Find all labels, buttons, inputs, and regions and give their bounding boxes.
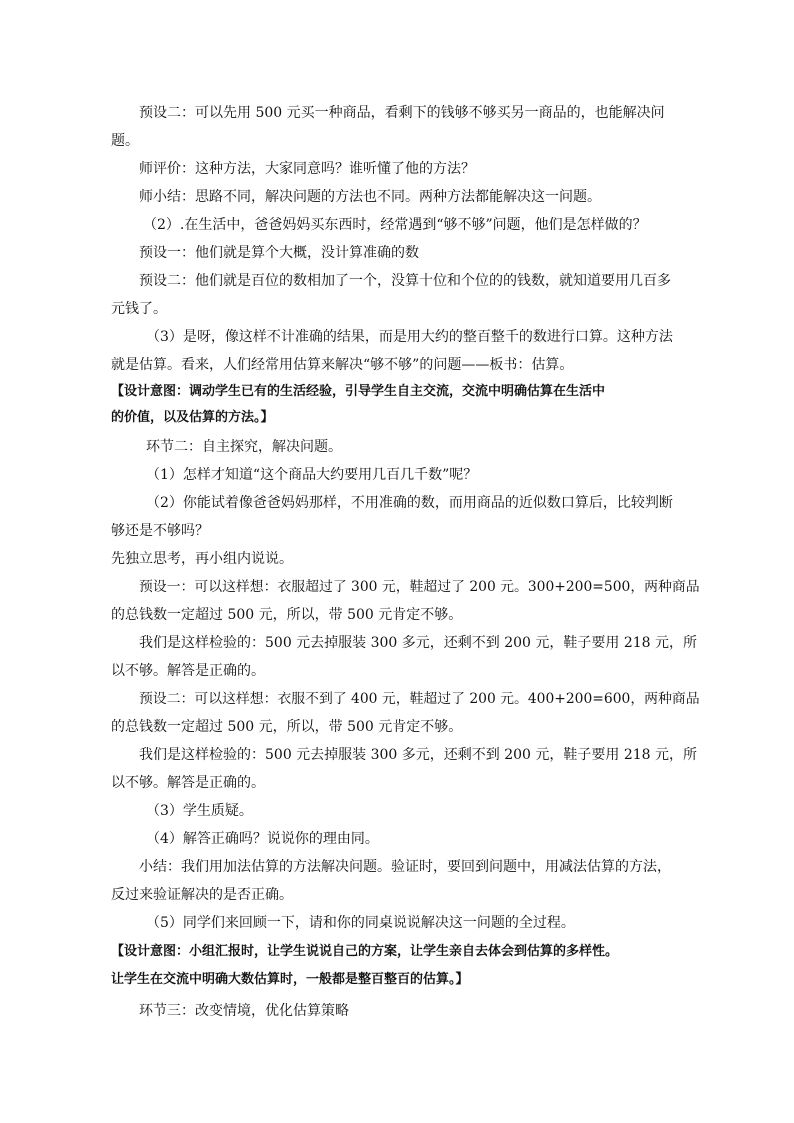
text-line: 够还是不够吗？ — [111, 523, 209, 539]
text-line: 师小结：思路不同，解决问题的方法也不同。两种方法都能解决这一问题。 — [139, 189, 601, 205]
text-line: 先独立思考，再小组内说说。 — [111, 551, 293, 567]
design-intent-note: 【设计意图：小组汇报时，让学生说说自己的方案，让学生亲自去体会到估算的多样性。 — [111, 944, 619, 959]
text-line: 题。 — [111, 133, 139, 149]
text-line: 就是估算。看来，人们经常用估算来解决“够不够”的问题——板书：估算。 — [111, 357, 574, 373]
design-intent-note: 的价值，以及估算的方法。】 — [111, 410, 274, 425]
text-line: （2）.在生活中，爸爸妈妈买东西时，经常遇到“够不够”问题，他们是怎样做的？ — [143, 217, 647, 233]
text-line: 以不够。解答是正确的。 — [111, 663, 265, 679]
text-line: 我们是这样检验的：500 元去掉服装 300 多元，还剩不到 200 元，鞋子要用 218 元，所 — [139, 635, 698, 651]
section-heading: 环节三：改变情境，优化估算策略 — [139, 1003, 349, 1019]
text-line: 小结：我们用加法估算的方法解决问题。验证时，要回到问题中，用减法估算的方法， — [139, 859, 671, 875]
text-line: （3）学生质疑。 — [146, 803, 253, 819]
text-line: 师评价：这种方法，大家同意吗？谁听懂了他的方法？ — [139, 161, 475, 177]
text-line: 预设二：可以这样想：衣服不到了 400 元，鞋超过了 200 元。400+200=600，两种商品 — [139, 691, 700, 707]
text-line: 我们是这样检验的：500 元去掉服装 300 多元，还剩不到 200 元，鞋子要用 218 元，所 — [139, 747, 698, 763]
design-intent-note: 【设计意图：调动学生已有的生活经验，引导学生自主交流，交流中明确估算在生活中 — [111, 384, 606, 399]
text-line: （1）怎样才知道“这个商品大约要用几百几千数”呢？ — [146, 467, 478, 483]
text-line: （4）解答正确吗？说说你的理由同。 — [146, 831, 379, 847]
text-line: （5）同学们来回顾一下，请和你的同桌说说解决这一问题的全过程。 — [146, 915, 575, 931]
section-heading: 环节二：自主探究，解决问题。 — [146, 439, 342, 455]
design-intent-note: 让学生在交流中明确大数估算时，一般都是整百整百的估算。】 — [111, 972, 469, 987]
text-line: （3）是呀，像这样不计准确的结果，而是用大约的整百整千的数进行口算。这种方法 — [146, 329, 673, 345]
text-line: 元钱了。 — [111, 301, 167, 317]
text-line: 反过来验证解决的是否正确。 — [111, 887, 293, 903]
text-line: 预设一：他们就是算个大概，没计算准确的数 — [139, 245, 419, 261]
text-line: 的总钱数一定超过 500 元，所以，带 500 元肯定不够。 — [111, 607, 463, 623]
text-line: 预设一：可以这样想：衣服超过了 300 元，鞋超过了 200 元。300+200=500，两种商品 — [139, 579, 700, 595]
text-line: 预设二：他们就是百位的数相加了一个，没算十位和个位的的钱数，就知道要用几百多 — [139, 273, 671, 289]
text-line: 的总钱数一定超过 500 元，所以，带 500 元肯定不够。 — [111, 719, 463, 735]
text-line: 以不够。解答是正确的。 — [111, 775, 265, 791]
text-line: （2）你能试着像爸爸妈妈那样，不用准确的数，而用商品的近似数口算后，比较判断 — [146, 495, 673, 511]
text-line: 预设二：可以先用 500 元买一种商品，看剩下的钱够不够买另一商品的，也能解决问 — [139, 105, 665, 121]
